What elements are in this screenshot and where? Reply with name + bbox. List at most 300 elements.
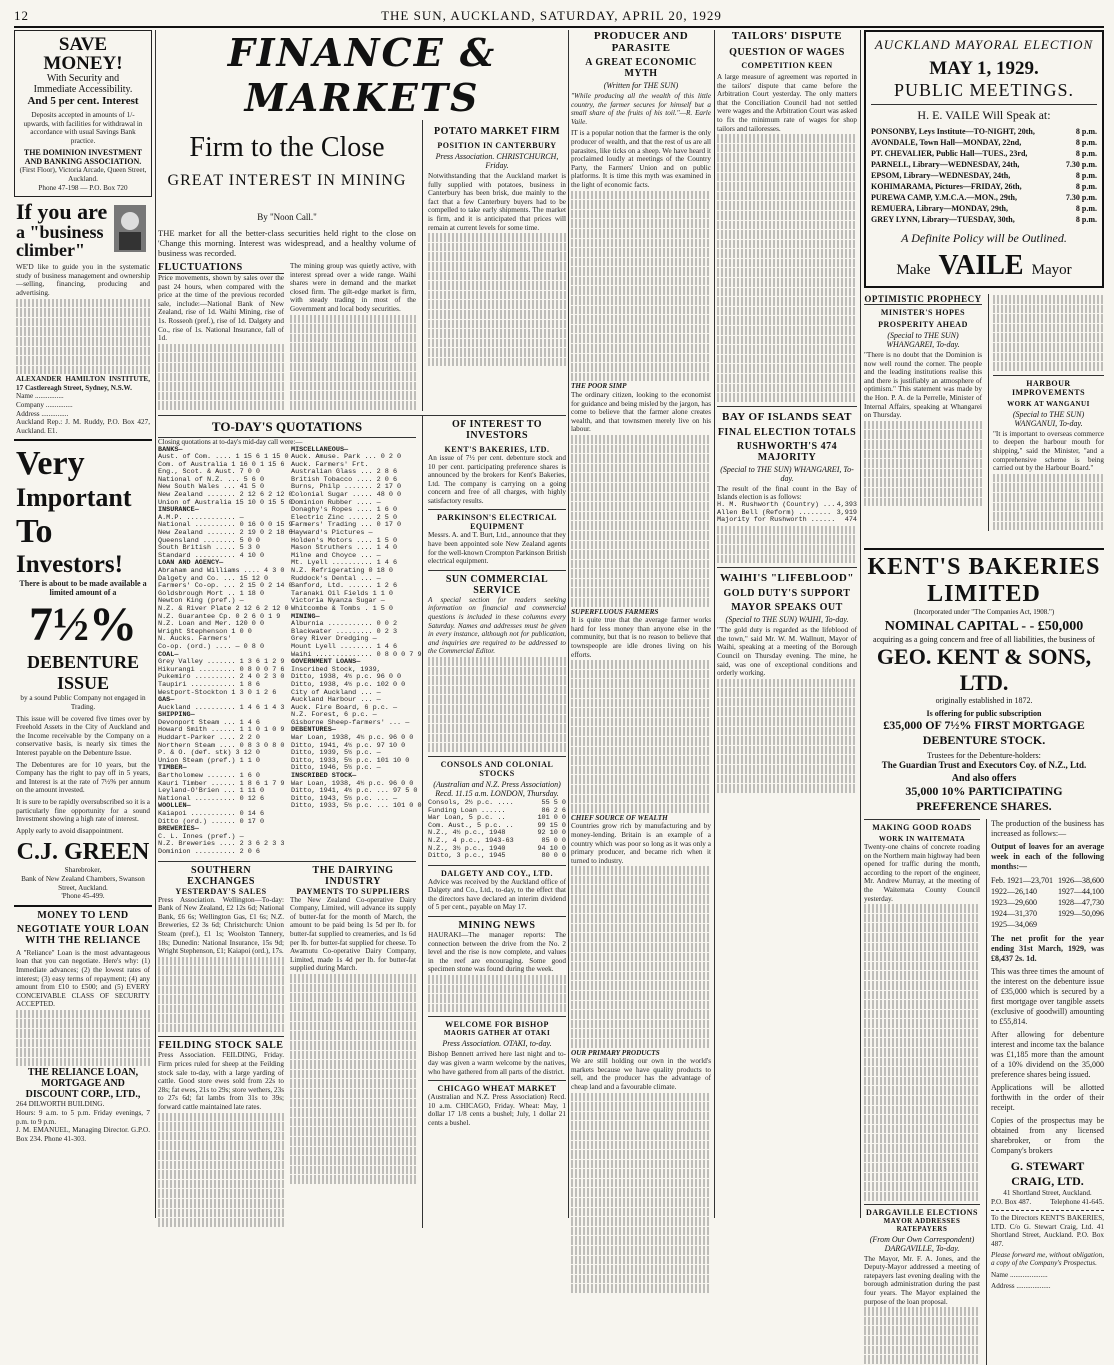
quote-row: Taupiri ........... 1 8 6 — [158, 680, 260, 689]
meeting-row-cell: PUREWA CAMP, Y.M.C.A.—MON., 29th, — [871, 193, 1017, 202]
quote-row: New South Wales ... 41 5 0 — [158, 483, 265, 492]
meeting-row — [871, 148, 1097, 159]
left-ads-column — [14, 30, 152, 1218]
poor-simp-heading: THE POOR SIMP — [571, 382, 627, 391]
deb-body3: This issue will be covered five times over by Freehold Assets in the City of Auckland and the Income receivable by the Company on a conservative basis, is nearly six times the Interest payable on the Debenture Issue. — [16, 714, 150, 757]
after-allowing: After allowing for debenture interest and income tax the balance was £1,185 more than the amount of a 10% dividend on the 35,000 preference shares being issued. — [991, 1030, 1104, 1079]
masthead — [14, 6, 1104, 28]
quote-row: Ditto (ord.) ...... 0 17 0 — [158, 817, 265, 826]
bay-result-row — [717, 517, 857, 525]
consols-row-cell: 80 0 0 — [541, 852, 566, 861]
deb-rate: 7½% — [29, 598, 137, 652]
deb-address: Bank of New Zealand Chambers, Swanson Street, Auckland. — [21, 874, 145, 892]
fm-body2: The mining group was quietly active, with interest spread over a wide range. Waihi shares were in demand and the market closed firm. The gilt-edge market is firm, with steady trading in most of the Government and local body securities. — [290, 262, 416, 313]
potato-dateline: Press Association. CHRISTCHURCH, Friday. — [435, 152, 559, 170]
producer-subheading: A GREAT ECONOMIC MYTH — [585, 57, 697, 79]
fm-headline: Firm to the Close — [189, 132, 385, 163]
loan-heading: MONEY TO LEND — [37, 909, 129, 921]
newspaper-title: THE SUN, AUCKLAND, SATURDAY, APRIL 20, 1929 — [381, 8, 722, 23]
meeting-row — [871, 170, 1097, 181]
geo-kent: GEO. KENT & SONS, LTD. — [876, 644, 1092, 695]
bay-islands-heading: BAY OF ISLANDS SEAT — [721, 410, 853, 423]
biz-rep: Auckland Rep.: J. M. Ruddy, P.O. Box 427, Auckland. E1. — [16, 418, 150, 435]
quote-row: National of N.Z. ... 5 6 0 — [158, 475, 265, 484]
quote-row: Ditto, 1938, 4½ p.c. 96 0 0 — [291, 673, 402, 682]
save-money-ad — [14, 30, 152, 197]
quote-row: Grey River Dredging — — [291, 635, 377, 644]
election-date: MAY 1, 1929. — [929, 58, 1039, 79]
deb-body: There is about to be made available a limited amount of a — [19, 579, 147, 598]
quote-row: Ditto, 1941, 4½ p.c. 97 10 0 — [291, 741, 406, 750]
quote-row: INSCRIBED STOCK— — [291, 772, 357, 781]
roads-body: Twenty-one chains of concrete roading on the Northern main highway had been opened for traffic during the month, according to the report of the engineer, Mr. Andrew Murray, at the meeting of the Waitemata County Council yesterday. — [864, 843, 980, 903]
quote-row: Goldsbrough Mort .. 1 18 0 — [158, 589, 265, 598]
tailors-subheading: QUESTION OF WAGES — [729, 47, 845, 58]
roads-sub: WORK IN WAITEMATA — [878, 835, 966, 843]
chicago-heading: CHICAGO WHEAT MARKET — [428, 1080, 566, 1093]
craig-box: P.O. Box 487. — [991, 1197, 1032, 1206]
quote-row: Dominion Rubber .... — — [291, 498, 381, 507]
quote-row: Northern Steam .... 0 8 3 0 8 0 — [158, 741, 285, 750]
quote-row: Com. of Australia 1 16 0 1 15 6 — [158, 460, 285, 469]
meeting-row — [871, 126, 1097, 137]
producer-body: IT is a popular notion that the farmer is the only producer of wealth, and that the rest of us are all parasites, like ticks on a sheep. We have heard it proclaimed loudly at meetings of the Country Party, the Farmers' Union and on public platforms. It is time this myth was examined in the light of economic facts. — [571, 129, 711, 189]
finance-markets-title: FINANCE & MARKETS — [227, 30, 497, 120]
quote-row: War Loan, 1938, 4½ p.c. 96 0 0 — [291, 779, 414, 788]
prosperity-ahead: PROSPERITY AHEAD — [878, 320, 968, 329]
quote-row: Farmers' Co-op. ... 2 15 0 2 14 0 — [158, 582, 293, 591]
bay-result-row-cell: Majority for Rushworth ...... — [717, 516, 836, 525]
bishop-heading: WELCOME FOR BISHOP — [428, 1016, 566, 1029]
southern-sub: YESTERDAY'S SALES — [175, 886, 267, 896]
loaves-row — [991, 908, 1104, 919]
deb-important: Important — [16, 483, 132, 513]
mayor-word: Mayor — [1031, 262, 1072, 278]
opt-dateline: (Special to THE SUN) WHANGAREI, To-day. — [886, 331, 960, 349]
fm-byline: By "Noon Call." — [257, 212, 317, 222]
quote-row: Burns, Philp ....... 2 17 0 — [291, 483, 402, 492]
save-line1: With Security and — [46, 73, 120, 84]
meeting-row — [871, 137, 1097, 148]
quote-row: Blackwater ......... 0 2 3 — [291, 627, 398, 636]
consols-row-cell: War Loan, 5 p.c. .. — [428, 814, 506, 823]
save-org: THE DOMINION INVESTMENT AND BANKING ASSOCIATION. — [23, 148, 143, 167]
mining-body: HAURAKI—The manager reports: The connection between the drive from the No. 2 level and the rise is now complete, and values in the reef are encouraging. Some good specimen stone was found during the week. — [428, 931, 566, 974]
biz-company-field[interactable]: Company ............... — [16, 401, 73, 410]
quote-row: Ditto, 1941, 4½ p.c. ... 97 5 0 — [291, 787, 418, 796]
quote-row: GAS— — [158, 696, 175, 705]
quote-row: N.Z. Guarantee Cp. 0 2 6 0 1 9 — [158, 612, 281, 621]
meeting-row-cell: EPSOM, Library—WEDNESDAY, 24th, — [871, 171, 1011, 180]
bay-dateline: (Special to THE SUN) WHANGAREI, To-day. — [720, 464, 854, 483]
guardian-trust: The Guardian Trust and Executors Coy. of N.Z., Ltd. — [881, 760, 1087, 770]
quote-row: Colonial Sugar ..... 48 0 0 — [291, 491, 402, 500]
superfluous-body: It is quite true that the average farmer works hard for less money than anyone else in the community, but that is no reason to believe that townspeople are idle drones living on his efforts. — [571, 616, 711, 659]
meeting-row-cell: 7.30 p.m. — [1065, 160, 1097, 169]
deb-issue: ISSUE — [56, 673, 110, 694]
biz-h2: a "business — [16, 222, 104, 243]
quotations-sub: Closing quotations at to-day's mid-day call were:— — [158, 437, 303, 446]
meeting-row-cell: 8 p.m. — [1075, 127, 1097, 136]
chicago-body: (Australian and N.Z. Press Association) Recd. 10 a.m. CHICAGO, Friday. Wheat: May, 1 dollar 17 1/8 cents a bushel; July, 1 dollar 21 cents a bushel. — [428, 1093, 566, 1127]
applications: Applications will be allotted forthwith in the order of their receipt. — [991, 1083, 1104, 1112]
consols-row-cell: 55 5 0 — [541, 798, 566, 807]
deb-phone: 'Phone 45-499. — [61, 892, 105, 901]
meeting-row-cell: PONSONBY, Leys Institute—TO-NIGHT, 20th, — [871, 127, 1035, 136]
bay-result-row-cell: 3,919 — [836, 508, 857, 517]
loan-manager: J. M. EMANUEL, Managing Director. G.P.O. Box 234. Phone 41-303. — [16, 1126, 150, 1143]
tailors-heading: TAILORS' DISPUTE — [731, 30, 843, 42]
quote-row: Co-op. (ord.) .... — 0 8 0 — [158, 642, 265, 651]
quote-row: Taranaki Oil Fields 1 1 0 — [291, 589, 393, 598]
quote-row: Pukemiro .......... 2 4 0 2 3 0 — [158, 673, 285, 682]
meeting-row-cell: 7.30 p.m. — [1065, 193, 1097, 202]
quote-row: Auck. Farmers' Frt. — [291, 460, 369, 469]
deb-body2: by a sound Public Company not engaged in Trading. — [20, 694, 146, 712]
bay-body: The result of the final count in the Bay of Islands election is as follows: — [717, 484, 857, 502]
waihi-dateline: (Special to THE SUN) WAIHI, To-day. — [725, 615, 849, 625]
quote-row: City of Auckland ... — — [291, 688, 381, 697]
quote-row: Devonport Steam ... 1 4 6 — [158, 718, 260, 727]
meeting-row-cell: PT. CHEVALIER, Public Hall—TUES., 23rd, — [871, 149, 1028, 158]
deb-to: To — [16, 513, 53, 551]
quote-row: Mt. Lyell .......... 1 4 6 — [291, 559, 398, 568]
quote-row: C. L. Innes (pref.) — — [158, 832, 244, 841]
dairying-body: The New Zealand Co-operative Dairy Company, Limited, will advance its supply of butter-fat for the month of March, the amount to be paid being 1s 5d per lb. for butter-fat supplied to creameries, and 1s 6d per lb. for butter-fat supplied for cheese. To Awamutu Co-operative Dairy Company, Limited, made 1s 4d per lb. for butter-fat supplied during March. — [290, 895, 416, 973]
quote-row: British Tobacco .... 2 0 6 — [291, 475, 398, 484]
business-climber-ad — [14, 197, 152, 439]
investors-heading: OF INTEREST TO INVESTORS — [452, 418, 542, 441]
quote-row: Ditto, 1946, 5½ p.c. — — [291, 764, 381, 773]
loaves-row — [991, 886, 1104, 897]
harbour-dateline: (Special to THE SUN) WANGANUI, To-day. — [1012, 409, 1085, 428]
save-line3: And 5 per cent. Interest — [27, 95, 139, 107]
quote-row: TIMBER— — [158, 764, 187, 773]
quote-row: BANKS— — [158, 445, 183, 454]
quote-row: New Zealand ....... 2 19 0 2 18 6 — [158, 529, 293, 538]
tailors-body: A large measure of agreement was reported in the tailors' dispute that came before the Arbitration Court yesterday. The only matters that the Conciliation Council had not settled were wages and the Arbitration Court was asked to fix the minimum rate of wages for shop tailors and tailoresses. — [717, 73, 857, 133]
quote-row: Whitcombe & Tombs . 1 5 0 — [291, 604, 393, 613]
dalgety-body: Advice was received by the Auckland office of Dalgety and Co., Ltd., to-day, to the effect that the directors have declared an interim dividend of 5 per cent., payable on May 17. — [428, 877, 566, 912]
quote-row: Auckland Harbour ... — — [291, 696, 381, 705]
deb-body5: It is sure to be rapidly oversubscribed so it is a particularly fine opportunity for a sound Investment showing a high rate of interest. — [16, 797, 150, 824]
potato-subheading: POSITION IN CANTERBURY — [437, 141, 557, 150]
quote-row: Westport-Stockton 1 3 0 1 2 6 — [158, 688, 277, 697]
consols-sub: (Australian and N.Z. Press Association) Recd. 11.15 a.m. LONDON, Thursday. — [433, 779, 561, 798]
southern-body: Press Association. Wellington—To-day: Bank of New Zealand, £2 12s 6d; National Bank, £6 6s; Wellington Gas, £1 6s; N.Z. Breweries, £2 3s 6d; Christchurch: Union Steam (pref.), £1 1s; Woolston Tannery, 18s; Dunedin: National Insurance, 15s 9d; Wright Stephenson, £1; Kaiapoi (ord.), 17s. — [158, 895, 284, 956]
quote-row: INSURANCE— — [158, 506, 199, 515]
quote-row: Howard Smith ...... 1 1 0 1 0 9 — [158, 726, 285, 735]
meeting-row — [871, 159, 1097, 170]
quote-row: Newton King (pref.) — — [158, 597, 244, 606]
meeting-row-cell: 8 p.m. — [1075, 204, 1097, 213]
sun-service-body: A special section for readers seeking information on financial and commercial questions is included in these columns every Saturday. Names and addresses must be given in every instance, although not for publication, and inquiries are required to be addressed to the Commercial Editor. — [428, 595, 566, 656]
quote-row: N.Z. & River Plate 2 12 6 2 12 0 — [158, 604, 289, 613]
bay-final-heading: FINAL ELECTION TOTALS — [717, 426, 857, 438]
loaves-row-cell: 1927—44,100 — [1058, 887, 1104, 896]
three-times: This was three times the amount of the interest on the debenture issue of £35,000 which is secured by a first mortgage over tangible assets (exclusive of goodwill) amounting to £55,814. — [991, 967, 1104, 1026]
quote-row: P. & O. (def. stk) 3 12 0 — [158, 749, 260, 758]
output-line: Output of loaves for an average week in each of the following months:— — [991, 842, 1104, 871]
quote-row: Union Steam (pref.) 1 1 0 — [158, 756, 260, 765]
primary-products-heading: OUR PRIMARY PRODUCTS — [571, 1048, 660, 1057]
quote-row: Ditto, 1933, 5½ p.c. ... 101 0 0 — [291, 802, 422, 811]
quote-row: N.Z. Forest, 6 p.c. — — [291, 711, 377, 720]
dargaville-dateline: (From Our Own Correspondent) DARGAVILLE, To-day. — [869, 1234, 975, 1253]
producer-parasite-article — [571, 30, 711, 1218]
loaves-row-cell: 1923—29,600 — [991, 898, 1037, 907]
quote-row: Waihi .............. 0 8 0 0 7 9 — [291, 650, 422, 659]
deb-word: DEBENTURE — [26, 652, 140, 673]
deb-investors: Investors! — [16, 551, 123, 579]
quote-row: National .......... 0 12 6 — [158, 794, 265, 803]
producer-heading: PRODUCER AND PARASITE — [593, 30, 689, 54]
save-address: (First Floor), Victoria Arcade, Queen Street, Auckland. — [19, 166, 147, 183]
quote-row: Queensland ........ 5 0 0 — [158, 536, 260, 545]
deb-very: Very — [16, 445, 85, 483]
tailors-sub2: COMPETITION KEEN — [741, 61, 833, 70]
consols-row-cell: Funding Loan ...... — [428, 806, 506, 815]
primary-products-body: We are still holding our own in the world's markets because we have quality products to sell, and the producer has the advantage of cheap land and a favourable climate. — [571, 1057, 711, 1091]
net-profit: The net profit for the year ending 31st March, 1929, was £8,437 2s. 1d. — [991, 934, 1104, 963]
quote-row: SHIPPING— — [158, 711, 195, 720]
quote-row: Bartholomew ....... 1 6 0 — [158, 772, 260, 781]
consols-row-cell: 92 10 0 — [537, 829, 566, 838]
otaki-body: Bishop Bennett arrived here last night and to-day was given a warm welcome by the natives, who have gathered from all parts of the district. — [428, 1050, 566, 1076]
dalgety-heading: DALGETY AND COY., LTD. — [428, 865, 566, 878]
quote-row: Wright Stephenson 1 0 0 — [158, 627, 252, 636]
quote-row: National .......... 0 16 0 0 15 9 — [158, 521, 293, 530]
quote-row: Dalgety and Co. ... 15 12 0 — [158, 574, 269, 583]
loaves-row-cell: 1924—31,370 — [991, 909, 1037, 918]
waihi-heading: WAIHI'S "LIFEBLOOD" — [720, 572, 854, 585]
quote-row: Dominion .......... 2 0 6 — [158, 847, 260, 856]
quote-row: Ditto, 1939, 5½ p.c. — — [291, 749, 381, 758]
save-phone: Phone 47-198 — P.O. Box 720 — [38, 183, 128, 192]
consols-row-cell: 94 10 0 — [537, 844, 566, 853]
meeting-row — [871, 192, 1097, 203]
producer-quote: "While producing all the wealth of this little country, the farmer secures for himself but a small share of the fruits of his toil."—R. Earle Vaile. — [571, 92, 711, 126]
quote-row: Inscribed Stock, 1939, — [291, 665, 381, 674]
dargaville-heading: DARGAVILLE ELECTIONS — [864, 1204, 980, 1217]
quote-row: New Zealand ....... 2 12 6 2 12 0 — [158, 491, 293, 500]
quote-row: N.Z. Loan and Mer. 120 0 0 — [158, 620, 265, 629]
page-number: 12 — [14, 8, 29, 23]
vaile-speak: H. E. VAILE Will Speak at: — [871, 104, 1097, 123]
quote-row: WOOLLEN— — [158, 802, 191, 811]
loaves-row-cell: 1926—38,600 — [1058, 876, 1104, 885]
coupon[interactable] — [991, 1210, 1104, 1291]
biz-address: ALEXANDER HAMILTON INSTITUTE, 17 Castlereagh Street, Sydney, N.S.W. — [16, 375, 150, 392]
opt-body: "There is no doubt that the Dominion is now well round the corner. The people and the leading institutions realise this and there is justifiably an atmosphere of optimism." This statement was made by the Hon. P. A. de la Perrelle, Minister of Internal Affairs, speaking at Whangarei on Thursday. — [864, 351, 982, 420]
quote-row: Huddart-Parker .... 2 2 0 — [158, 734, 260, 743]
bay-result-row-cell: 4,393 — [836, 500, 857, 509]
quote-row: Ditto, 1943, 5½ p.c. ... — — [291, 794, 398, 803]
production-line: The production of the business has increased as follows:— — [991, 819, 1104, 838]
meeting-row-cell: AVONDALE, Town Hall—MONDAY, 22nd, — [871, 138, 1022, 147]
consols-row-cell: 86 2 6 — [541, 806, 566, 815]
coupon-address-field[interactable]: Address ................... — [991, 1282, 1051, 1291]
fluctuations-heading: FLUCTUATIONS — [158, 262, 284, 274]
kents-inc: (Incorporated under "The Companies Act, 1908.") — [913, 608, 1055, 616]
loaves-row-cell: 1925—34,069 — [991, 920, 1037, 929]
dargaville-body: The Mayor, Mr. F. A. Jones, and the Deputy-Mayor addressed a meeting of ratepayers last evening dealing with the borough administration during the past four years. The Mayor explained the purpose of the loan proposal. — [864, 1254, 980, 1306]
loaves-row-cell: 1928—47,730 — [1058, 898, 1104, 907]
bay-result-row-cell: 474 — [844, 516, 857, 525]
chief-source-heading: CHIEF SOURCE OF WEALTH — [571, 813, 668, 822]
poor-simp-body: The ordinary citizen, looking to the economist for guidance and being misled by the jargon, has come to believe that the farmer alone creates wealth, and that townsmen merely live on his labour. — [571, 391, 711, 434]
tailors-column — [717, 30, 857, 1218]
quote-row: Auck. Amuse. Park ... 0 2 0 — [291, 453, 402, 462]
quote-row: Union of Australia 15 10 0 15 5 0 — [158, 498, 293, 507]
craig-address: 41 Shortland Street, Auckland. — [1003, 1189, 1092, 1197]
meeting-row — [871, 181, 1097, 192]
quote-row: N.Z. Breweries .... 2 3 6 2 3 3 — [158, 840, 285, 849]
save-money-title: SAVE MONEY! — [43, 34, 123, 74]
meeting-row-cell: KOHIMARAMA, Pictures—FRIDAY, 26th, — [871, 182, 1022, 191]
quote-row: Leyland-O'Brien ... 1 11 0 — [158, 787, 265, 796]
producer-byline: (Written for THE SUN) — [603, 81, 679, 90]
loaves-row-cell: Feb. 1921—23,701 — [991, 876, 1053, 885]
consols-row-cell: N.Z., 3½ p.c., 1940 — [428, 844, 506, 853]
offering: Is offering for public subscription — [926, 709, 1042, 718]
mayor-speaks-heading: MAYOR SPEAKS OUT — [731, 602, 843, 614]
biz-address-field[interactable]: Address ............... — [16, 409, 69, 418]
meeting-row — [871, 203, 1097, 214]
quote-row: Alburnia ........... 0 0 2 — [291, 620, 398, 629]
quote-row: Hikurangi ......... 0 8 0 0 7 6 — [158, 665, 285, 674]
trustees: Trustees for the Debenture-holders: — [927, 751, 1041, 760]
minister-hopes: MINISTER'S HOPES — [880, 308, 966, 317]
quote-row: Standard .......... 4 10 0 — [158, 551, 265, 560]
dairying-heading: THE DAIRYING INDUSTRY — [312, 864, 394, 887]
save-line2: Immediate Accessibility. — [33, 84, 133, 95]
harbour-sub: WORK AT WANGANUI — [1007, 399, 1090, 408]
consols-row-cell: Com. Aust., 5 p.c. .. — [428, 821, 514, 830]
coupon-name-field[interactable]: Name ..................... — [991, 1270, 1048, 1279]
feilding-body: Press Association. FEILDING, Friday. Firm prices ruled for sheep at the Feilding stock sale to-day, with a large yarding of cattle. Good store ewes sold from 22s to 28s; fat ewes, 21s to 29s; store wethers, 23s to 27s 6d; fat lambs from 31s to 39s; forward cattle maintained late rates. — [158, 1051, 284, 1112]
quote-row: Gisborne Sheep-farmers' ... — — [291, 718, 410, 727]
fm-subheadline: GREAT INTEREST IN MINING — [167, 172, 407, 189]
quote-row: Ditto, 1938, 4½ p.c. 102 0 0 — [291, 680, 406, 689]
quote-row: N. Aucks. Farmers' — [158, 635, 232, 644]
fm-lede: THE market for all the better-class securities held right to the close on 'Change this morning. Interest was widespread, and a healthy volume of business was recorded. — [158, 228, 416, 258]
loan-address: 264 DILWORTH BUILDING. — [16, 1100, 105, 1109]
quote-row: LOAN AND AGENCY— — [158, 559, 224, 568]
finance-markets-section — [158, 30, 566, 1218]
parkinson-body: Messrs. A. and T. Burt, Ltd., announce that they have been appointed sole New Zealand agents for the well-known Crompton Parkinson British electrical equipment. — [428, 531, 566, 566]
loaves-table — [991, 875, 1104, 930]
biz-h1: If you are — [16, 199, 108, 225]
kents-title: KENT'S BAKERIES LIMITED — [867, 554, 1101, 607]
loaves-row-cell: 1922—26,140 — [991, 887, 1037, 896]
quote-row: Holden's Motors .... 1 5 0 — [291, 536, 398, 545]
loan-heading2: NEGOTIATE YOUR LOAN WITH THE RELIANCE — [16, 923, 150, 946]
kents-bakeries-ad — [864, 548, 1104, 1306]
quote-row: Kauri Timber ...... 1 8 6 1 7 9 — [158, 779, 285, 788]
quote-row: Hayward's Pictures — — [291, 529, 373, 538]
biz-h3: climber" — [16, 240, 85, 261]
quote-row: GOVERNMENT LOANS— — [291, 658, 361, 667]
loan-ad — [14, 905, 152, 1147]
quote-row: Kaiapoi ........... 0 14 6 — [158, 810, 265, 818]
quote-row: Milne and Choyce ... — — [291, 551, 381, 560]
loaves-row — [991, 919, 1104, 930]
quote-row: Donaghy's Ropes .... 1 6 0 — [291, 506, 398, 515]
quote-row: War Loan, 1938, 4½ p.c. 96 0 0 — [291, 734, 414, 743]
nominal-capital: NOMINAL CAPITAL - - £50,000 — [884, 619, 1084, 634]
optimistic-article — [864, 294, 1104, 542]
meeting-row-cell: 8 p.m. — [1075, 182, 1097, 191]
consols-row-cell: N.Z., 4½ p.c., 1948 — [428, 829, 506, 838]
acquiring: acquiring as a going concern and free of all liabilities, the business of — [873, 635, 1095, 644]
meeting-row-cell: 8 p.m. — [1075, 138, 1097, 147]
portrait-illustration — [110, 201, 150, 256]
loaves-row-cell: 1929—50,096 — [1058, 909, 1104, 918]
quote-row: Auckland .......... 1 4 6 1 4 3 — [158, 703, 285, 712]
waihi-body: "The gold duty is regarded as the lifeblood of the town," said Mr. W. M. Wallnutt, Mayor of Waihi, speaking at a meeting of the Borough Council on Thursday evening. The mine, he said, was one of exceptional conditions and orderly working. — [717, 626, 857, 678]
dairying-sub: PAYMENTS TO SUPPLIERS — [296, 886, 410, 896]
quote-row: Aust. of Com. .... 1 15 6 1 15 0 — [158, 453, 289, 462]
loaves-row — [991, 897, 1104, 908]
loan-body: A "Reliance" Loan is the most advantageous loan that you can negotiate. Here's why: (1) Immediate advances; (2) the lowest rates of interest; (3) easy terms of repayment; (4) any amount from £10 to £500; and (5) EVERY CONCEIVABLE CLASS OF SECURITY ACCEPTED. — [16, 948, 150, 1009]
deb-apply: Apply early to avoid disappointment. — [16, 826, 124, 835]
election-heading: AUCKLAND MAYORAL ELECTION — [874, 37, 1094, 52]
quotations-heading: TO-DAY'S QUOTATIONS — [158, 419, 416, 438]
col3-top — [423, 120, 566, 411]
mining-heading: MINING NEWS — [428, 916, 566, 931]
consols-row-cell: 101 0 0 — [537, 814, 566, 823]
craig-telephone: Telephone 41-645. — [1050, 1197, 1104, 1206]
quote-row: Auck. Fire Board, 6 p.c. — — [291, 703, 398, 712]
preference-shares: 35,000 10% PARTICIPATING PREFERENCE SHARES. — [905, 784, 1063, 813]
make-word: Make — [896, 262, 931, 278]
sun-service-heading: SUN COMMERCIAL SERVICE — [428, 570, 566, 596]
fm-body1: Price movements, shown by sales over the past 24 hours, when compared with the price at the time of the previous recorded sale, include:—National Bank of New Zealand, rise of 1d. Waihi Mining, rise of 1s. Rosseoh (pref.), rise of 1d. Dalgety and Co., rise of 1s. National Insurance, fall of 1d. — [158, 274, 284, 343]
quote-row: N.Z. Refrigerating 0 18 0 — [291, 567, 393, 575]
quote-row: COAL— — [158, 650, 179, 659]
meeting-row-cell: GREY LYNN, Library—TUESDAY, 30th, — [871, 215, 1015, 224]
also-offers: And also offers — [951, 773, 1017, 784]
superfluous-heading: SUPERFLUOUS FARMERS — [571, 607, 659, 616]
consols-row-cell: N.Z., 4 p.c., 1943-63 — [428, 836, 514, 845]
harbour-body: "It is important to overseas commerce to deepen the harbour mouth for shipping," said the Minister, "and a comprehensive scheme is being carried out by the Harbour Board." — [993, 429, 1104, 473]
quote-row: MISCELLANEOUS— — [291, 445, 349, 454]
biz-name-field[interactable]: Name ................ — [16, 392, 64, 401]
meeting-row-cell: 8 p.m. — [1075, 215, 1097, 224]
deb-body4: The Debentures are for 10 years, but the Company has the right to pay off in 5 years, and Interest is at the rate of 7½% per annum on the amount invested. — [16, 760, 150, 795]
bishop-sub: MAORIS GATHER AT OTAKI — [443, 1029, 551, 1038]
quote-row: Mount Lyell ........ 1 4 6 — [291, 642, 398, 651]
optimistic-heading: OPTIMISTIC PROPHECY — [864, 294, 982, 304]
quotes-left — [158, 445, 293, 857]
debenture-stock: £35,000 OF 7½% FIRST MORTGAGE DEBENTURE STOCK. — [883, 718, 1085, 747]
quote-row: Eng., Scot. & Aust. 7 0 0 — [158, 468, 260, 477]
quote-row: A.M.P. ............ — — [158, 513, 244, 522]
harbour-heading: HARBOUR IMPROVEMENTS — [993, 375, 1104, 397]
consols-row-cell: Ditto, 3 p.c., 1945 — [428, 852, 506, 861]
southern-exchanges-heading: SOUTHERN EXCHANGES — [187, 864, 255, 887]
consols-row-cell: 99 15 0 — [537, 821, 566, 830]
dargaville-sub: MAYOR ADDRESSES RATEPAYERS — [883, 1216, 961, 1233]
gold-duty-heading: GOLD DUTY'S SUPPORT — [723, 588, 851, 600]
quote-row: Ditto, 1933, 5½ p.c. 101 10 0 — [291, 756, 410, 765]
roads-heading: MAKING GOOD ROADS — [864, 819, 980, 832]
coupon-to: To the Directors KENT'S BAKERIES, LTD. C/o G. Stewart Craig, Ltd. 41 Shortland Street, Auckland. P.O. Box 487. — [991, 1214, 1104, 1248]
meeting-row-cell: REMUERA, Library—MONDAY, 29th, — [871, 204, 1008, 213]
potato-heading: POTATO MARKET FIRM — [433, 126, 561, 137]
quote-row: Victoria Nyanza Sugar — — [291, 597, 385, 606]
